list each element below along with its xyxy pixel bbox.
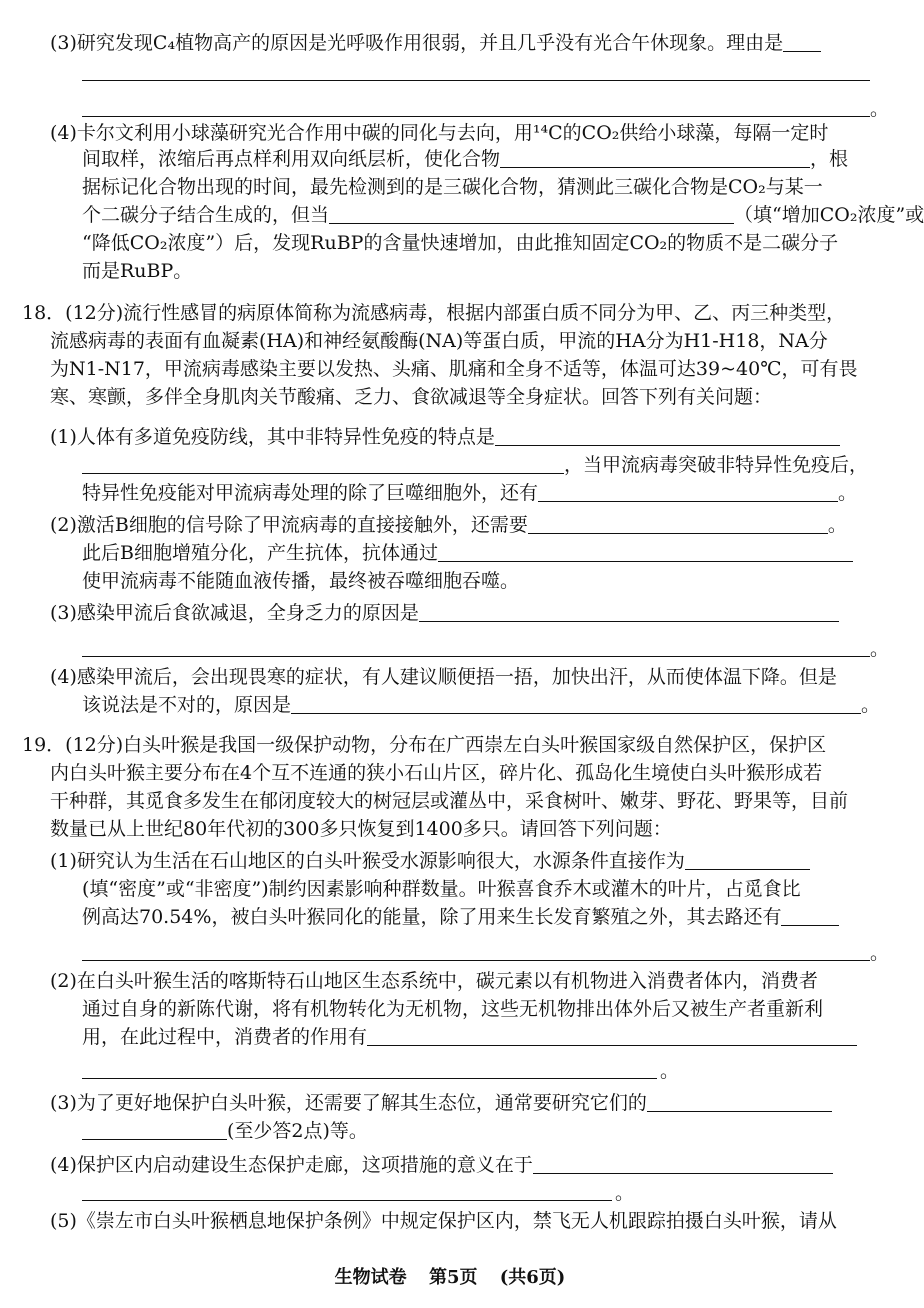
q19-part1-line3: 例高达70.54%，被白头叶猴同化的能量，除了用来生长发育繁殖之外，其去路还有 <box>82 904 839 930</box>
period: 。 <box>660 1060 680 1082</box>
q18-part4-line2: 该说法是不对的，原因是 。 <box>82 694 881 716</box>
q18-part3-text: (3)感染甲流后食欲减退，全身乏力的原因是 <box>50 600 839 626</box>
answer-blank[interactable] <box>533 1153 833 1174</box>
answer-blank[interactable] <box>329 203 734 224</box>
q17-part4-line3: 据标记化合物出现的时间，最先检测到的是三碳化合物，猜测此三碳化合物是CO₂与某一 <box>82 176 823 198</box>
answer-blank[interactable] <box>82 1119 227 1140</box>
answer-blank[interactable] <box>538 481 838 502</box>
q19-part3-line1: (3)为了更好地保护白头叶猴，还需要了解其生态位，通常要研究它们的 <box>50 1090 832 1116</box>
answer-line[interactable] <box>82 656 870 657</box>
answer-blank[interactable] <box>495 425 840 446</box>
answer-blank[interactable] <box>291 693 861 714</box>
q18-part1-line2: ，当甲流病毒突破非特异性免疫后， <box>82 452 868 478</box>
q19-part2-line3: 用，在此过程中，消费者的作用有 <box>82 1024 857 1050</box>
q18-part1-line3: 特异性免疫能对甲流病毒处理的除了巨噬细胞外，还有 。 <box>82 482 858 504</box>
q18-part2-line1: (2)激活B细胞的信号除了甲流病毒的直接接触外，还需要 。 <box>50 514 847 536</box>
q17-part4-line2: 间取样，浓缩后再点样利用双向纸层析，使化合物 ，根 <box>82 148 849 170</box>
answer-blank[interactable] <box>685 849 810 870</box>
answer-blank[interactable] <box>783 31 821 52</box>
q17-part3-text: (3)研究发现C₄植物高产的原因是光呼吸作用很弱，并且几乎没有光合午休现象。理由是 <box>50 30 821 56</box>
q18-part1-line1: (1)人体有多道免疫防线，其中非特异性免疫的特点是 <box>50 424 840 450</box>
period: 。 <box>870 98 890 120</box>
q17-part4-line4: 个二碳分子结合生成的，但当 （填“增加CO₂浓度”或 <box>82 204 924 226</box>
q18-intro-line4: 寒、寒颤，多伴全身肌肉关节酸痛、乏力、食欲减退等全身症状。回答下列有关问题： <box>50 386 773 408</box>
q18-intro-line1: 18．(12分)流行性感冒的病原体简称为流感病毒，根据内部蛋白质不同分为甲、乙、丙三种类型， <box>22 302 846 324</box>
answer-blank[interactable] <box>528 513 828 534</box>
q19-part1-line1: (1)研究认为生活在石山地区的白头叶猴受水源影响很大，水源条件直接作为 <box>50 848 810 874</box>
answer-blank[interactable] <box>438 541 853 562</box>
q18-part2-line3: 使甲流病毒不能随血液传播，最终被吞噬细胞吞噬。 <box>82 570 520 592</box>
q17-part4-line1: (4)卡尔文利用小球藻研究光合作用中碳的同化与去向，用¹⁴C的CO₂供给小球藻，每隔一定时 <box>50 122 829 144</box>
footer-total: (共6页) <box>499 1267 566 1288</box>
q19-part2-line2: 通过自身的新陈代谢，将有机物转化为无机物，这些无机物排出体外后又被生产者重新利 <box>82 998 824 1020</box>
answer-line[interactable] <box>82 80 870 81</box>
answer-line[interactable] <box>82 960 870 961</box>
answer-blank[interactable] <box>419 601 839 622</box>
period: 。 <box>870 942 890 964</box>
q17-part4-line5: “降低CO₂浓度”）后，发现RuBP的含量快速增加，由此推知固定CO₂的物质不是二碳分子 <box>82 232 839 254</box>
answer-blank[interactable] <box>82 453 564 474</box>
answer-line[interactable] <box>82 1200 612 1201</box>
footer-subject: 生物试卷 <box>334 1267 407 1288</box>
answer-blank[interactable] <box>500 147 810 168</box>
footer-page: 第5页 <box>428 1267 478 1288</box>
q18-part4-line1: (4)感染甲流后，会出现畏寒的症状，有人建议顺便捂一捂，加快出汗，从而使体温下降。但是 <box>50 666 837 688</box>
q19-intro-line2: 内白头叶猴主要分布在4个互不连通的狭小石山片区，碎片化、孤岛化生境使白头叶猴形成若 <box>50 762 823 784</box>
q19-part2-line1: (2)在白头叶猴生活的喀斯特石山地区生态系统中，碳元素以有机物进入消费者体内，消费者 <box>50 970 818 992</box>
answer-blank[interactable] <box>367 1025 857 1046</box>
q19-part5-text: (5)《崇左市白头叶猴栖息地保护条例》中规定保护区内，禁飞无人机跟踪拍摄白头叶猴，请从 <box>50 1210 837 1232</box>
q18-intro-line3: 为N1-N17，甲流病毒感染主要以发热、头痛、肌痛和全身不适等，体温可达39~40℃，可有畏 <box>50 358 858 380</box>
page-footer <box>0 1263 900 1289</box>
q18-part2-line2: 此后B细胞增殖分化，产生抗体，抗体通过 <box>82 540 853 566</box>
q18-intro-line2: 流感病毒的表面有血凝素(HA)和神经氨酸酶(NA)等蛋白质，甲流的HA分为H1-H18，NA分 <box>50 330 828 352</box>
answer-line[interactable] <box>82 116 870 117</box>
q19-part3-line2: (至少答2点)等。 <box>82 1118 368 1144</box>
answer-blank[interactable] <box>647 1091 832 1112</box>
period: 。 <box>615 1182 635 1204</box>
period: 。 <box>870 638 890 660</box>
q19-part1-line2: (填“密度”或“非密度”)制约因素影响种群数量。叶猴喜食乔木或灌木的叶片，占觅食比 <box>82 878 801 900</box>
q17-part4-line6: 而是RuBP。 <box>82 260 193 282</box>
q19-intro-line4: 数量已从上世纪80年代初的300多只恢复到1400多只。请回答下列问题： <box>50 818 672 840</box>
q19-intro-line3: 干种群，其觅食多发生在郁闭度较大的树冠层或灌丛中，采食树叶、嫩芽、野花、野果等，目前 <box>50 790 849 812</box>
answer-line[interactable] <box>82 1078 657 1079</box>
q19-intro-line1: 19．(12分)白头叶猴是我国一级保护动物，分布在广西崇左白头叶猴国家级自然保护区，保护区 <box>22 734 827 756</box>
q19-part4-text: (4)保护区内启动建设生态保护走廊，这项措施的意义在于 <box>50 1152 833 1178</box>
answer-blank[interactable] <box>781 905 839 926</box>
